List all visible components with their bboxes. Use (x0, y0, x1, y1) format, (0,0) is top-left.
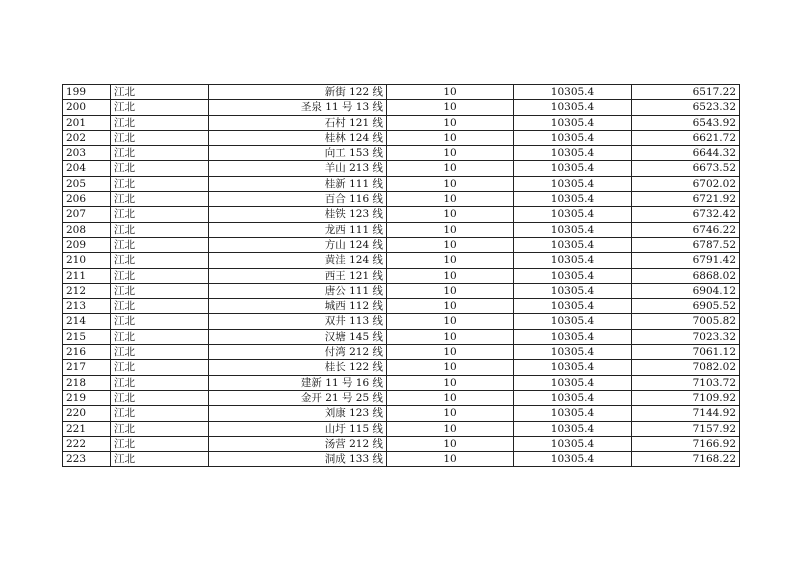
line-name-cell: 汉塘 145 线 (209, 329, 387, 344)
row-number: 204 (63, 161, 111, 176)
line-name-cell: 唐公 111 线 (209, 283, 387, 298)
table-body (63, 85, 740, 467)
row-number: 220 (63, 406, 111, 421)
voltage-cell: 10 (387, 237, 514, 252)
value-a-cell: 10305.4 (514, 360, 632, 375)
value-b-cell: 7023.32 (632, 329, 740, 344)
row-number: 202 (63, 130, 111, 145)
area-cell: 江北 (111, 375, 209, 390)
voltage-cell: 10 (387, 406, 514, 421)
value-a-cell: 10305.4 (514, 436, 632, 451)
row-number: 213 (63, 299, 111, 314)
voltage-cell: 10 (387, 329, 514, 344)
table-row (63, 406, 740, 421)
value-b-cell: 6702.02 (632, 176, 740, 191)
value-b-cell: 6673.52 (632, 161, 740, 176)
voltage-cell: 10 (387, 207, 514, 222)
value-a-cell: 10305.4 (514, 283, 632, 298)
area-cell: 江北 (111, 237, 209, 252)
value-b-cell: 7166.92 (632, 436, 740, 451)
value-b-cell: 6621.72 (632, 130, 740, 145)
value-a-cell: 10305.4 (514, 85, 632, 100)
value-b-cell: 6517.22 (632, 85, 740, 100)
row-number: 207 (63, 207, 111, 222)
voltage-cell: 10 (387, 192, 514, 207)
value-b-cell: 6543.92 (632, 115, 740, 130)
line-name-cell: 新街 122 线 (209, 85, 387, 100)
voltage-cell: 10 (387, 360, 514, 375)
voltage-cell: 10 (387, 283, 514, 298)
voltage-cell: 10 (387, 345, 514, 360)
value-a-cell: 10305.4 (514, 176, 632, 191)
line-name-cell: 双井 113 线 (209, 314, 387, 329)
area-cell: 江北 (111, 268, 209, 283)
voltage-cell: 10 (387, 421, 514, 436)
row-number: 209 (63, 237, 111, 252)
row-number: 222 (63, 436, 111, 451)
table-row (63, 176, 740, 191)
table-row (63, 192, 740, 207)
table-row (63, 268, 740, 283)
line-name-cell: 付湾 212 线 (209, 345, 387, 360)
value-a-cell: 10305.4 (514, 146, 632, 161)
table-row (63, 345, 740, 360)
voltage-cell: 10 (387, 130, 514, 145)
value-a-cell: 10305.4 (514, 345, 632, 360)
line-name-cell: 桂林 124 线 (209, 130, 387, 145)
value-b-cell: 6904.12 (632, 283, 740, 298)
area-cell: 江北 (111, 130, 209, 145)
value-b-cell: 6746.22 (632, 222, 740, 237)
line-name-cell: 建新 11 号 16 线 (209, 375, 387, 390)
row-number: 221 (63, 421, 111, 436)
value-a-cell: 10305.4 (514, 253, 632, 268)
voltage-cell: 10 (387, 314, 514, 329)
line-name-cell: 石村 121 线 (209, 115, 387, 130)
value-b-cell: 6644.32 (632, 146, 740, 161)
table-row (63, 299, 740, 314)
area-cell: 江北 (111, 161, 209, 176)
line-name-cell: 桂新 111 线 (209, 176, 387, 191)
value-a-cell: 10305.4 (514, 100, 632, 115)
value-b-cell: 6721.92 (632, 192, 740, 207)
voltage-cell: 10 (387, 115, 514, 130)
area-cell: 江北 (111, 100, 209, 115)
value-a-cell: 10305.4 (514, 130, 632, 145)
area-cell: 江北 (111, 329, 209, 344)
line-name-cell: 山圩 115 线 (209, 421, 387, 436)
value-a-cell: 10305.4 (514, 314, 632, 329)
value-b-cell: 7005.82 (632, 314, 740, 329)
value-a-cell: 10305.4 (514, 115, 632, 130)
voltage-cell: 10 (387, 390, 514, 405)
table-row (63, 146, 740, 161)
row-number: 211 (63, 268, 111, 283)
line-name-cell: 洞成 133 线 (209, 452, 387, 467)
table-row (63, 237, 740, 252)
table-row (63, 161, 740, 176)
area-cell: 江北 (111, 222, 209, 237)
voltage-cell: 10 (387, 299, 514, 314)
line-name-cell: 金开 21 号 25 线 (209, 390, 387, 405)
line-name-cell: 方山 124 线 (209, 237, 387, 252)
table-row (63, 375, 740, 390)
area-cell: 江北 (111, 421, 209, 436)
line-name-cell: 向工 153 线 (209, 146, 387, 161)
value-b-cell: 7061.12 (632, 345, 740, 360)
area-cell: 江北 (111, 299, 209, 314)
area-cell: 江北 (111, 345, 209, 360)
voltage-cell: 10 (387, 268, 514, 283)
area-cell: 江北 (111, 192, 209, 207)
value-b-cell: 6523.32 (632, 100, 740, 115)
voltage-cell: 10 (387, 85, 514, 100)
table-row (63, 253, 740, 268)
value-a-cell: 10305.4 (514, 268, 632, 283)
line-name-cell: 圣泉 11 号 13 线 (209, 100, 387, 115)
row-number: 212 (63, 283, 111, 298)
row-number: 200 (63, 100, 111, 115)
table-row (63, 283, 740, 298)
voltage-cell: 10 (387, 452, 514, 467)
row-number: 201 (63, 115, 111, 130)
value-a-cell: 10305.4 (514, 161, 632, 176)
table-row (63, 314, 740, 329)
value-b-cell: 7082.02 (632, 360, 740, 375)
value-b-cell: 7109.92 (632, 390, 740, 405)
value-a-cell: 10305.4 (514, 406, 632, 421)
value-b-cell: 6787.52 (632, 237, 740, 252)
row-number: 215 (63, 329, 111, 344)
line-name-cell: 龙西 111 线 (209, 222, 387, 237)
voltage-cell: 10 (387, 253, 514, 268)
area-cell: 江北 (111, 452, 209, 467)
voltage-cell: 10 (387, 375, 514, 390)
value-a-cell: 10305.4 (514, 390, 632, 405)
row-number: 206 (63, 192, 111, 207)
line-name-cell: 城西 112 线 (209, 299, 387, 314)
area-cell: 江北 (111, 85, 209, 100)
value-b-cell: 6791.42 (632, 253, 740, 268)
row-number: 214 (63, 314, 111, 329)
row-number: 203 (63, 146, 111, 161)
table-row (63, 207, 740, 222)
voltage-cell: 10 (387, 436, 514, 451)
line-name-cell: 西王 121 线 (209, 268, 387, 283)
table-row (63, 452, 740, 467)
value-a-cell: 10305.4 (514, 375, 632, 390)
table-row (63, 222, 740, 237)
area-cell: 江北 (111, 406, 209, 421)
value-a-cell: 10305.4 (514, 237, 632, 252)
value-a-cell: 10305.4 (514, 207, 632, 222)
row-number: 216 (63, 345, 111, 360)
voltage-cell: 10 (387, 100, 514, 115)
table-row (63, 421, 740, 436)
row-number: 223 (63, 452, 111, 467)
area-cell: 江北 (111, 314, 209, 329)
voltage-cell: 10 (387, 146, 514, 161)
row-number: 217 (63, 360, 111, 375)
area-cell: 江北 (111, 360, 209, 375)
row-number: 199 (63, 85, 111, 100)
value-b-cell: 7144.92 (632, 406, 740, 421)
area-cell: 江北 (111, 176, 209, 191)
value-b-cell: 7157.92 (632, 421, 740, 436)
value-b-cell: 6905.52 (632, 299, 740, 314)
line-name-cell: 羊山 213 线 (209, 161, 387, 176)
table-row (63, 390, 740, 405)
voltage-cell: 10 (387, 222, 514, 237)
row-number: 210 (63, 253, 111, 268)
line-name-cell: 黄洼 124 线 (209, 253, 387, 268)
table-row (63, 360, 740, 375)
value-a-cell: 10305.4 (514, 222, 632, 237)
area-cell: 江北 (111, 436, 209, 451)
row-number: 219 (63, 390, 111, 405)
area-cell: 江北 (111, 283, 209, 298)
line-name-cell: 百合 116 线 (209, 192, 387, 207)
value-a-cell: 10305.4 (514, 192, 632, 207)
value-b-cell: 6732.42 (632, 207, 740, 222)
line-name-cell: 汤营 212 线 (209, 436, 387, 451)
value-b-cell: 7103.72 (632, 375, 740, 390)
table-row (63, 329, 740, 344)
line-name-cell: 桂长 122 线 (209, 360, 387, 375)
row-number: 218 (63, 375, 111, 390)
value-a-cell: 10305.4 (514, 452, 632, 467)
table-row (63, 130, 740, 145)
table-row (63, 436, 740, 451)
area-cell: 江北 (111, 253, 209, 268)
data-table (62, 84, 740, 467)
line-name-cell: 刘康 123 线 (209, 406, 387, 421)
table-row (63, 115, 740, 130)
line-name-cell: 桂铁 123 线 (209, 207, 387, 222)
area-cell: 江北 (111, 390, 209, 405)
voltage-cell: 10 (387, 161, 514, 176)
area-cell: 江北 (111, 207, 209, 222)
value-a-cell: 10305.4 (514, 329, 632, 344)
value-b-cell: 7168.22 (632, 452, 740, 467)
area-cell: 江北 (111, 115, 209, 130)
value-b-cell: 6868.02 (632, 268, 740, 283)
table-row (63, 100, 740, 115)
table-row (63, 85, 740, 100)
value-a-cell: 10305.4 (514, 299, 632, 314)
row-number: 205 (63, 176, 111, 191)
value-a-cell: 10305.4 (514, 421, 632, 436)
row-number: 208 (63, 222, 111, 237)
area-cell: 江北 (111, 146, 209, 161)
voltage-cell: 10 (387, 176, 514, 191)
